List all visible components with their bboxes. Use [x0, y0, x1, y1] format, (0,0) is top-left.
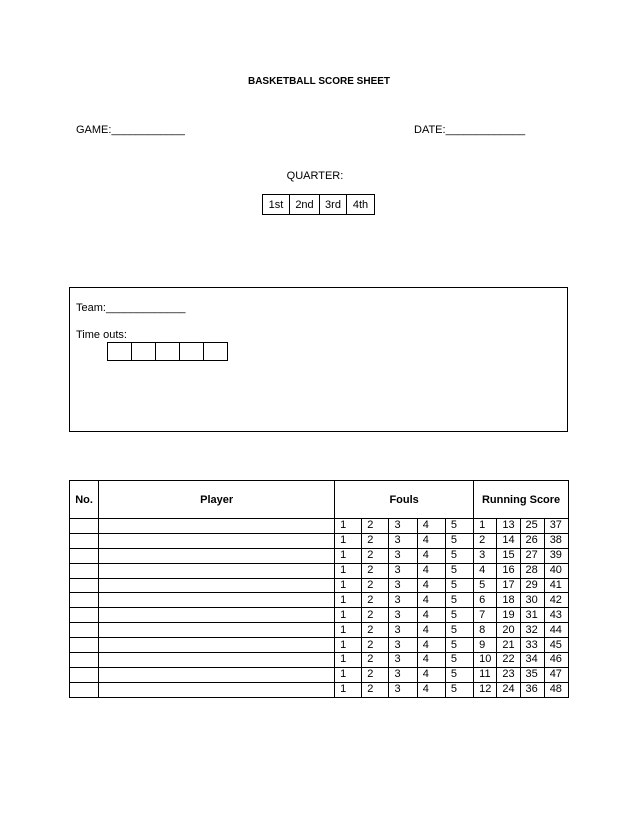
foul-cell[interactable]: 5: [445, 563, 473, 578]
foul-cell[interactable]: 1: [335, 578, 362, 593]
foul-cell[interactable]: 4: [417, 578, 445, 593]
running-score-cell[interactable]: 39: [544, 548, 568, 563]
foul-cell[interactable]: 4: [417, 682, 445, 697]
foul-cell[interactable]: 1: [335, 548, 362, 563]
running-score-cell[interactable]: 18: [497, 593, 520, 608]
foul-cell[interactable]: 5: [445, 682, 473, 697]
running-score-cell[interactable]: 30: [520, 593, 544, 608]
table-row: [70, 623, 569, 638]
running-score-cell[interactable]: 21: [497, 638, 520, 653]
player-number-cell[interactable]: [70, 578, 99, 593]
foul-cell[interactable]: 2: [362, 608, 389, 623]
running-score-cell[interactable]: 31: [520, 608, 544, 623]
running-score-cell[interactable]: 24: [497, 682, 520, 697]
timeout-box[interactable]: [204, 343, 228, 361]
running-score-cell[interactable]: 8: [474, 623, 497, 638]
quarter-4th[interactable]: 4th: [347, 195, 375, 215]
foul-cell[interactable]: 4: [417, 638, 445, 653]
team-field-label: Team:_____________: [76, 302, 186, 314]
foul-cell[interactable]: 4: [417, 653, 445, 668]
player-name-cell[interactable]: [99, 608, 335, 623]
running-score-cell[interactable]: 10: [474, 653, 497, 668]
player-name-cell[interactable]: [99, 548, 335, 563]
foul-cell[interactable]: 1: [335, 638, 362, 653]
foul-cell[interactable]: 4: [417, 519, 445, 534]
table-row: [70, 682, 569, 697]
table-row: [70, 578, 569, 593]
foul-cell[interactable]: 3: [389, 608, 417, 623]
foul-cell[interactable]: 4: [417, 548, 445, 563]
running-score-cell[interactable]: 3: [474, 548, 497, 563]
foul-cell[interactable]: 1: [335, 608, 362, 623]
game-field-label: GAME:____________: [76, 124, 185, 136]
player-name-cell[interactable]: [99, 519, 335, 534]
timeouts-label: Time outs:: [76, 329, 127, 341]
table-row: [70, 548, 569, 563]
running-score-cell[interactable]: 28: [520, 563, 544, 578]
table-row: [70, 608, 569, 623]
quarter-selector: [262, 194, 375, 215]
running-score-cell[interactable]: 34: [520, 653, 544, 668]
foul-cell[interactable]: 1: [335, 653, 362, 668]
foul-cell[interactable]: 5: [445, 533, 473, 548]
foul-cell[interactable]: 2: [362, 653, 389, 668]
running-score-cell[interactable]: 2: [474, 533, 497, 548]
foul-cell[interactable]: 2: [362, 519, 389, 534]
foul-cell[interactable]: 4: [417, 608, 445, 623]
foul-cell[interactable]: 5: [445, 519, 473, 534]
running-score-cell[interactable]: 29: [520, 578, 544, 593]
foul-cell[interactable]: 2: [362, 638, 389, 653]
running-score-cell[interactable]: 4: [474, 563, 497, 578]
quarter-3rd[interactable]: 3rd: [320, 195, 347, 215]
running-score-cell[interactable]: 22: [497, 653, 520, 668]
player-name-cell[interactable]: [99, 667, 335, 682]
foul-cell[interactable]: 1: [335, 519, 362, 534]
foul-cell[interactable]: 5: [445, 548, 473, 563]
foul-cell[interactable]: 2: [362, 667, 389, 682]
running-score-cell[interactable]: 17: [497, 578, 520, 593]
running-score-cell[interactable]: 43: [544, 608, 568, 623]
foul-cell[interactable]: 4: [417, 667, 445, 682]
table-row: [70, 563, 569, 578]
foul-cell[interactable]: 1: [335, 667, 362, 682]
table-row: [70, 653, 569, 668]
timeout-box[interactable]: [108, 343, 132, 361]
foul-cell[interactable]: 3: [389, 682, 417, 697]
running-score-cell[interactable]: 7: [474, 608, 497, 623]
player-name-cell[interactable]: [99, 563, 335, 578]
foul-cell[interactable]: 5: [445, 593, 473, 608]
table-header-row: [70, 481, 569, 519]
foul-cell[interactable]: 5: [445, 608, 473, 623]
running-score-cell[interactable]: 9: [474, 638, 497, 653]
foul-cell[interactable]: 2: [362, 548, 389, 563]
running-score-cell[interactable]: 37: [544, 519, 568, 534]
foul-cell[interactable]: 1: [335, 563, 362, 578]
running-score-cell[interactable]: 16: [497, 563, 520, 578]
header-player: Player: [99, 481, 335, 519]
header-running-score: Running Score: [474, 481, 569, 519]
player-name-cell[interactable]: [99, 533, 335, 548]
foul-cell[interactable]: 5: [445, 653, 473, 668]
running-score-cell[interactable]: 20: [497, 623, 520, 638]
foul-cell[interactable]: 3: [389, 533, 417, 548]
table-row: [70, 667, 569, 682]
foul-cell[interactable]: 2: [362, 533, 389, 548]
player-number-cell[interactable]: [70, 667, 99, 682]
running-score-cell[interactable]: 13: [497, 519, 520, 534]
foul-cell[interactable]: 2: [362, 623, 389, 638]
player-number-cell[interactable]: [70, 682, 99, 697]
running-score-cell[interactable]: 47: [544, 667, 568, 682]
player-name-cell[interactable]: [99, 578, 335, 593]
player-name-cell[interactable]: [99, 593, 335, 608]
player-number-cell[interactable]: [70, 593, 99, 608]
running-score-cell[interactable]: 46: [544, 653, 568, 668]
foul-cell[interactable]: 2: [362, 682, 389, 697]
table-row: [70, 593, 569, 608]
foul-cell[interactable]: 1: [335, 533, 362, 548]
player-table: [69, 480, 569, 698]
foul-cell[interactable]: 3: [389, 623, 417, 638]
foul-cell[interactable]: 4: [417, 563, 445, 578]
running-score-cell[interactable]: 25: [520, 519, 544, 534]
player-number-cell[interactable]: [70, 563, 99, 578]
running-score-cell[interactable]: 36: [520, 682, 544, 697]
running-score-cell[interactable]: 19: [497, 608, 520, 623]
foul-cell[interactable]: 1: [335, 623, 362, 638]
foul-cell[interactable]: 5: [445, 667, 473, 682]
player-name-cell[interactable]: [99, 638, 335, 653]
foul-cell[interactable]: 5: [445, 623, 473, 638]
player-number-cell[interactable]: [70, 623, 99, 638]
foul-cell[interactable]: 3: [389, 548, 417, 563]
header-fouls: Fouls: [335, 481, 474, 519]
date-field-label: DATE:_____________: [414, 124, 526, 136]
running-score-cell[interactable]: 42: [544, 593, 568, 608]
running-score-cell[interactable]: 48: [544, 682, 568, 697]
foul-cell[interactable]: 1: [335, 593, 362, 608]
running-score-cell[interactable]: 5: [474, 578, 497, 593]
foul-cell[interactable]: 5: [445, 638, 473, 653]
sheet-title: BASKETBALL SCORE SHEET: [247, 76, 391, 87]
foul-cell[interactable]: 5: [445, 578, 473, 593]
running-score-cell[interactable]: 45: [544, 638, 568, 653]
foul-cell[interactable]: 4: [417, 533, 445, 548]
player-number-cell[interactable]: [70, 638, 99, 653]
player-number-cell[interactable]: [70, 548, 99, 563]
player-name-cell[interactable]: [99, 653, 335, 668]
foul-cell[interactable]: 3: [389, 578, 417, 593]
table-row: [70, 638, 569, 653]
foul-cell[interactable]: 4: [417, 623, 445, 638]
running-score-cell[interactable]: 33: [520, 638, 544, 653]
running-score-cell[interactable]: 15: [497, 548, 520, 563]
foul-cell[interactable]: 3: [389, 519, 417, 534]
player-name-cell[interactable]: [99, 682, 335, 697]
running-score-cell[interactable]: 14: [497, 533, 520, 548]
running-score-cell[interactable]: 12: [474, 682, 497, 697]
running-score-cell[interactable]: 27: [520, 548, 544, 563]
table-row: [70, 519, 569, 534]
timeouts-boxes: [107, 342, 228, 361]
quarter-2nd[interactable]: 2nd: [290, 195, 320, 215]
running-score-cell[interactable]: 32: [520, 623, 544, 638]
running-score-cell[interactable]: 1: [474, 519, 497, 534]
foul-cell[interactable]: 1: [335, 682, 362, 697]
foul-cell[interactable]: 3: [389, 638, 417, 653]
running-score-cell[interactable]: 23: [497, 667, 520, 682]
running-score-cell[interactable]: 35: [520, 667, 544, 682]
foul-cell[interactable]: 3: [389, 653, 417, 668]
timeout-box[interactable]: [156, 343, 180, 361]
quarter-1st[interactable]: 1st: [263, 195, 290, 215]
running-score-cell[interactable]: 40: [544, 563, 568, 578]
player-number-cell[interactable]: [70, 608, 99, 623]
timeout-box[interactable]: [132, 343, 156, 361]
foul-cell[interactable]: 3: [389, 593, 417, 608]
player-number-cell[interactable]: [70, 653, 99, 668]
player-number-cell[interactable]: [70, 519, 99, 534]
foul-cell[interactable]: 2: [362, 578, 389, 593]
foul-cell[interactable]: 3: [389, 563, 417, 578]
foul-cell[interactable]: 2: [362, 563, 389, 578]
foul-cell[interactable]: 4: [417, 593, 445, 608]
player-number-cell[interactable]: [70, 533, 99, 548]
header-no: No.: [70, 481, 99, 519]
quarter-label: QUARTER:: [286, 170, 344, 182]
player-name-cell[interactable]: [99, 623, 335, 638]
foul-cell[interactable]: 3: [389, 667, 417, 682]
team-box: [69, 287, 568, 432]
running-score-cell[interactable]: 11: [474, 667, 497, 682]
foul-cell[interactable]: 2: [362, 593, 389, 608]
table-row: [70, 533, 569, 548]
running-score-cell[interactable]: 41: [544, 578, 568, 593]
running-score-cell[interactable]: 38: [544, 533, 568, 548]
timeout-box[interactable]: [180, 343, 204, 361]
running-score-cell[interactable]: 26: [520, 533, 544, 548]
running-score-cell[interactable]: 6: [474, 593, 497, 608]
running-score-cell[interactable]: 44: [544, 623, 568, 638]
